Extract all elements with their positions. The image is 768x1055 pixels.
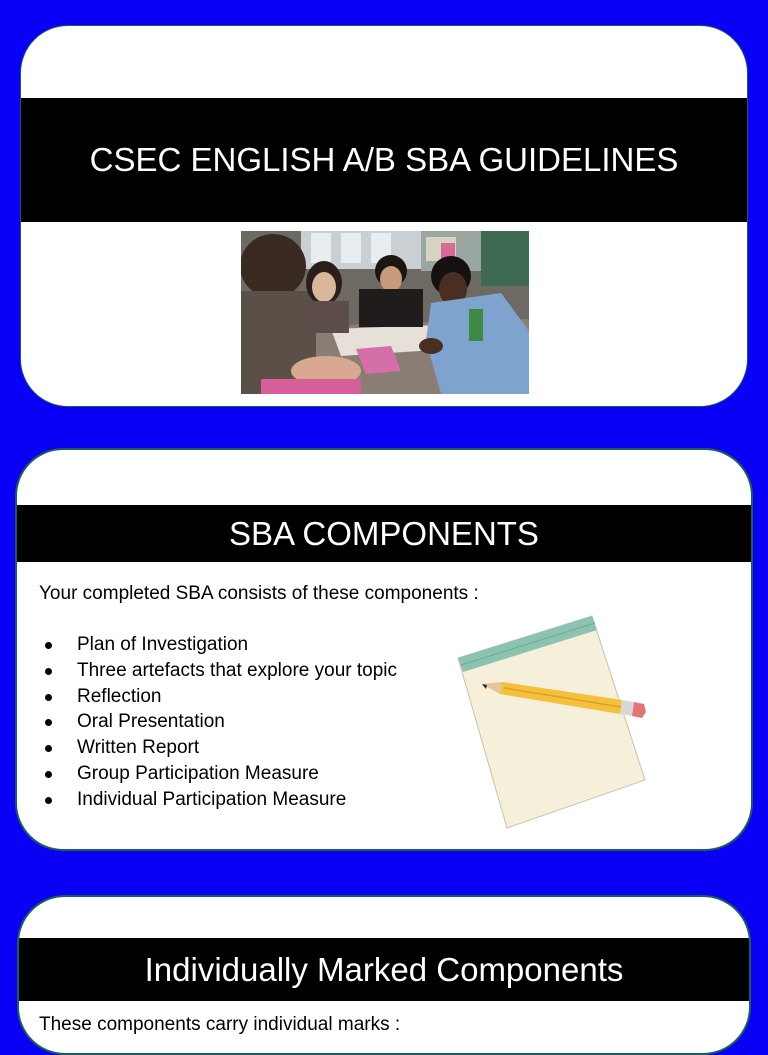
students-photo <box>241 231 529 394</box>
slide-title: CSEC ENGLISH A/B SBA GUIDELINES <box>89 141 679 178</box>
components-slide <box>15 448 753 851</box>
title-banner <box>21 98 747 222</box>
list-item: Plan of Investigation <box>39 632 397 658</box>
notepad-pencil-icon <box>452 608 652 836</box>
individual-components-banner <box>19 938 749 1001</box>
components-title: SBA COMPONENTS <box>229 514 539 552</box>
list-item: Group Participation Measure <box>39 761 397 787</box>
bullet-icon <box>45 642 52 649</box>
components-intro: Your completed SBA consists of these components : <box>39 583 479 604</box>
list-item: Three artefacts that explore your topic <box>39 658 397 684</box>
bullet-icon <box>45 719 52 726</box>
list-item: Reflection <box>39 684 397 710</box>
bullet-icon <box>45 745 52 752</box>
bullet-icon <box>45 694 52 701</box>
bullet-icon <box>45 668 52 675</box>
list-item: Individual Participation Measure <box>39 787 397 813</box>
components-list <box>39 632 397 813</box>
individual-components-slide <box>17 895 751 1055</box>
title-slide <box>20 25 748 407</box>
bullet-icon <box>45 797 52 804</box>
list-item: Oral Presentation <box>39 709 397 735</box>
list-item: Written Report <box>39 735 397 761</box>
components-banner <box>17 505 751 562</box>
bullet-icon <box>45 771 52 778</box>
individual-components-intro: These components carry individual marks : <box>39 1014 401 1035</box>
individual-components-title: Individually Marked Components <box>144 950 624 988</box>
